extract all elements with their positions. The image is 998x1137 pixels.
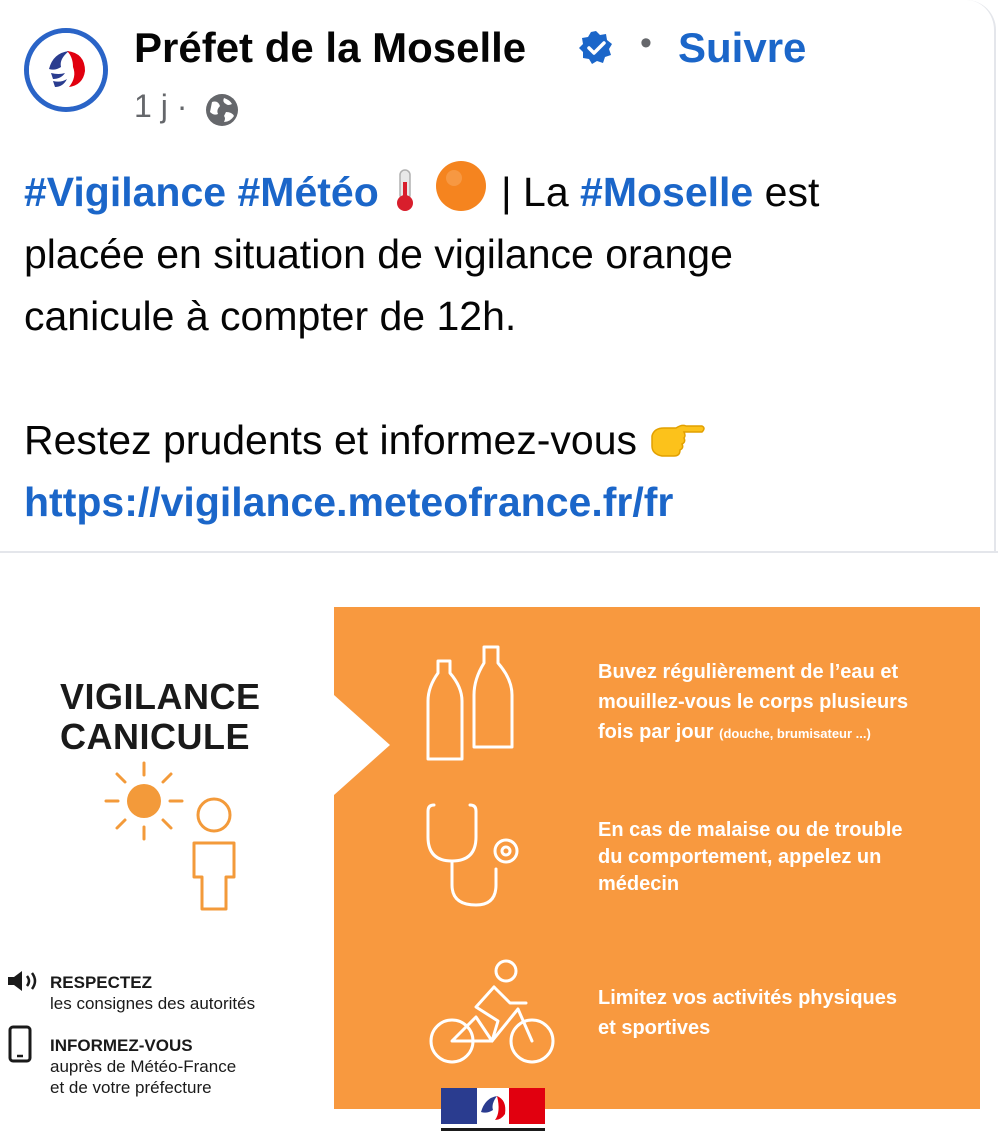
tip-hydration-line2: mouillez-vous le corps plusieurs xyxy=(598,691,909,713)
stethoscope-icon xyxy=(424,801,534,911)
text-line1-end: est xyxy=(764,169,820,215)
post-time[interactable]: 1 j · xyxy=(134,88,188,124)
tip-doctor xyxy=(598,817,958,898)
tip-activity-line2: et sportives xyxy=(598,1017,711,1039)
inform-block xyxy=(50,1035,236,1098)
vigilance-title-line1: VIGILANCE xyxy=(60,676,261,717)
pointing-right-emoji xyxy=(648,416,708,460)
marianne-avatar-icon xyxy=(29,33,103,107)
tip-hydration-line1: Buvez régulièrement de l’eau et xyxy=(598,661,899,683)
respect-block xyxy=(50,972,255,1014)
profile-avatar[interactable] xyxy=(24,28,108,112)
marianne-logo xyxy=(441,1088,545,1137)
text-line2: placée en situation de vigilance orange xyxy=(24,231,733,277)
respect-title: RESPECTEZ xyxy=(50,973,153,992)
vigilance-title-line2: CANICULE xyxy=(60,716,250,757)
hashtag-meteo[interactable]: #Météo xyxy=(237,169,379,215)
tip-activity-line1: Limitez vos activités physiques xyxy=(598,987,897,1009)
text-pipe-la: | La xyxy=(500,169,569,215)
cyclist-icon xyxy=(428,959,558,1069)
hashtag-moselle[interactable]: #Moselle xyxy=(580,169,754,215)
sun-icon xyxy=(106,763,182,839)
tip-hydration xyxy=(598,657,958,749)
tip-doctor-line1: En cas de malaise ou de trouble xyxy=(598,819,903,841)
bottles-icon xyxy=(424,643,524,763)
post-body xyxy=(24,160,974,533)
vigilance-title xyxy=(60,677,261,757)
verified-badge-icon xyxy=(578,30,614,66)
post-card xyxy=(0,0,998,552)
vigilance-infographic[interactable] xyxy=(0,553,998,1137)
tip-hydration-note: (douche, brumisateur ...) xyxy=(719,726,871,741)
author-name[interactable]: Préfet de la Moselle xyxy=(134,24,527,71)
respect-text: les consignes des autorités xyxy=(50,994,256,1013)
sun-person-illustration xyxy=(100,759,250,919)
text-line4: Restez prudents et informez-vous xyxy=(24,417,637,463)
separator-dot: • xyxy=(640,24,652,62)
thermometer-emoji xyxy=(390,168,420,212)
hashtag-vigilance[interactable]: #Vigilance xyxy=(24,169,227,215)
text-line3: canicule à compter de 12h. xyxy=(24,293,517,339)
globe-icon xyxy=(204,92,240,128)
speaker-icon xyxy=(6,969,42,993)
inform-line1: auprès de Météo-France xyxy=(50,1057,237,1076)
tip-doctor-line2: du comportement, appelez un xyxy=(598,846,882,868)
inform-title: INFORMEZ-VOUS xyxy=(50,1036,193,1055)
inform-line2: et de votre préfecture xyxy=(50,1078,212,1097)
person-icon xyxy=(194,799,234,909)
tip-activity xyxy=(598,983,958,1043)
orange-circle-emoji xyxy=(432,160,490,212)
tip-hydration-line3: fois par jour xyxy=(598,721,714,743)
follow-button[interactable]: Suivre xyxy=(678,24,807,71)
phone-icon xyxy=(8,1025,32,1063)
tip-doctor-line3: médecin xyxy=(598,873,680,895)
meteofrance-link[interactable]: https://vigilance.meteofrance.fr/fr xyxy=(24,479,674,525)
